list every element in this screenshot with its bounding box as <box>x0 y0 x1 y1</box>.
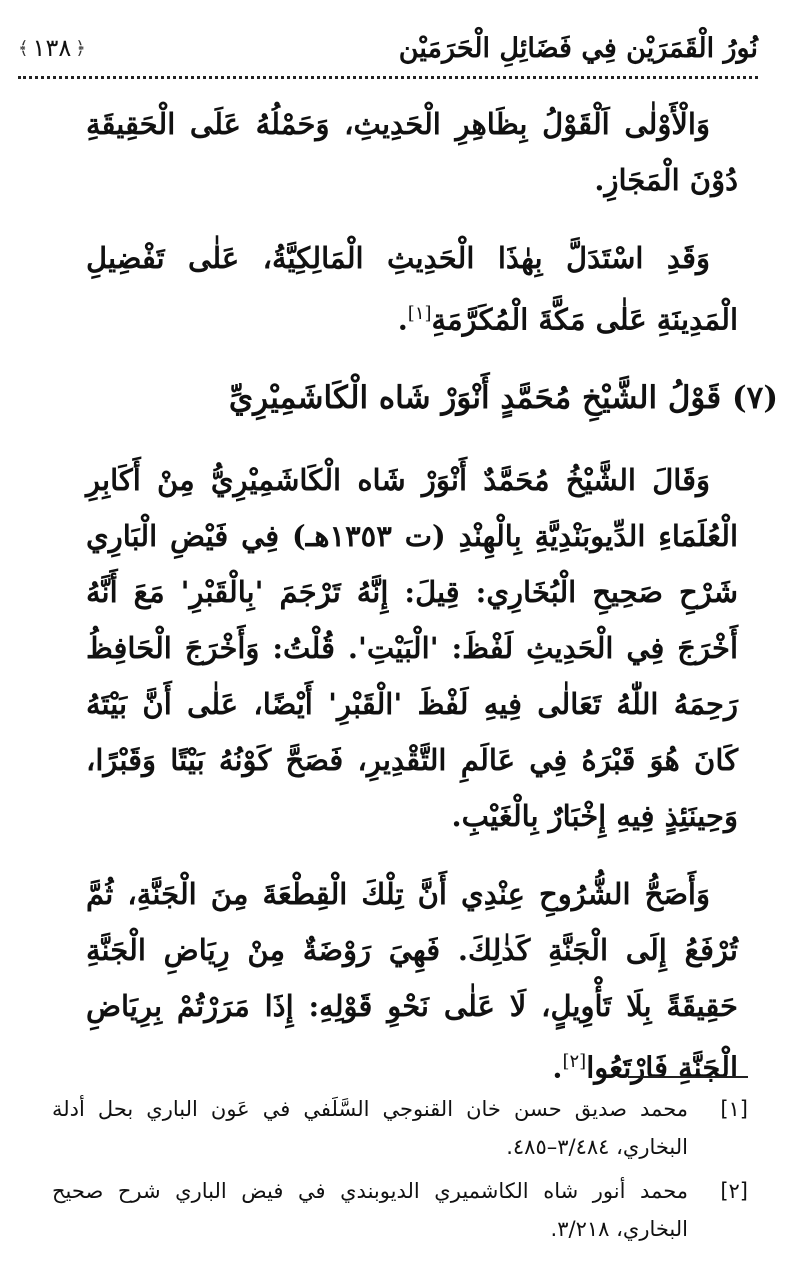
footnote-number: [١] <box>720 1097 748 1121</box>
page-number <box>18 34 86 62</box>
running-title: نُورُ الْقَمَرَيْن فِي فَضَائِلِ الْحَرَمَيْن <box>398 32 758 64</box>
footnote-ref-1[interactable]: [١] <box>407 303 432 324</box>
header-divider <box>18 76 758 79</box>
footnote-text: محمد أنور شاه الكاشميري الديوبندي في فيض الباري شرح صحيح البخاري، ٣/٢١٨. <box>52 1179 688 1241</box>
section-heading: (٧) قَوْلُ الشَّيْخِ مُحَمَّدٍ أَنْوَرْ شَاه الْكَاشَمِيْرِيِّ <box>228 379 778 416</box>
paragraph-3: وَقَالَ الشَّيْخُ مُحَمَّدٌ أَنْوَرْ شَاه الْكَاشَمِيْرِيُّ مِنْ أَكَابِرِ الْعُلَمَاءِ الدِّيوبَنْدِيَّةِ بِالْهِنْدِ (ت ١٣٥٣هـ) فِي فَيْضِ الْبَارِي شَرْحِ صَحِيحِ الْبُخَارِي: قِيلَ: إِنَّهُ تَرْجَمَ 'بِالْقَبْرِ' مَعَ أَنَّهُ أَخْرَجَ فِي الْحَدِيثِ لَفْظَ: 'الْبَيْتِ'. قُلْتُ: وَأَخْرَجَ الْحَافِظُ رَحِمَهُ اللّٰهُ تَعَالٰى فِيهِ لَفْظَ 'الْقَبْرِ' أَيْضًا، عَلٰى أَنَّ بَيْتَهُ كَانَ هُوَ قَبْرَهُ فِي عَالَمِ التَّقْدِيرِ، فَصَحَّ كَوْنُهُ بَيْتًا وَقَبْرًا، وَحِينَئِذٍ فِيهِ إِخْبَارٌ بِالْغَيْبِ. <box>86 462 738 833</box>
footnote-divider <box>628 1076 748 1078</box>
ornament-left-icon: ﴾ <box>18 37 29 59</box>
paragraph-2-text: وَقَدِ اسْتَدَلَّ بِهٰذَا الْحَدِيثِ الْمَالِكِيَّةُ، عَلٰى تَفْضِيلِ الْمَدِينَةِ عَلٰى مَكَّةَ الْمُكَرَّمَةِ <box>86 241 738 337</box>
ornament-right-icon: ﴿ <box>75 37 86 59</box>
paragraph-4-end: . <box>552 1050 563 1085</box>
footnote-text: محمد صديق حسن خان القنوجي السَّلَفي في عَون الباري بحل أدلة البخاري، ٣/٤٨٤–٤٨٥. <box>52 1097 688 1159</box>
footnote-number: [٢] <box>720 1179 748 1203</box>
paragraph-1: وَالْأَوْلٰى اَلْقَوْلُ بِظَاهِرِ الْحَدِيثِ، وَحَمْلُهُ عَلَى الْحَقِيقَةِ دُوْنَ الْمَجَازِ. <box>86 107 738 197</box>
main-text <box>86 96 778 1117</box>
page-header <box>18 24 758 72</box>
paragraph-4 <box>86 866 738 1096</box>
paragraph-2 <box>86 230 738 348</box>
footnote-item <box>52 1090 748 1166</box>
paragraph-4-text: وَأَصَحُّ الشُّرُوحِ عِنْدِي أَنَّ تِلْكَ الْقِطْعَةَ مِنَ الْجَنَّةِ، ثُمَّ تُرْفَعُ إِلَى الْجَنَّةِ كَذٰلِكَ. فَهِيَ رَوْضَةٌ مِنْ رِيَاضِ الْجَنَّةِ حَقِيقَةً بِلَا تَأْوِيلٍ، لَا عَلٰى نَحْوِ قَوْلِهِ: إِذَا مَرَرْتُمْ بِرِيَاضِ الْجَنَّةِ فَارْتَعُوا <box>86 876 738 1085</box>
paragraph-2-end: . <box>397 302 408 337</box>
footnote-ref-2[interactable]: [٢] <box>562 1050 587 1072</box>
page-number-value: ١٣٨ <box>32 34 72 62</box>
footnote-item <box>52 1172 748 1248</box>
footnotes <box>52 1090 748 1254</box>
